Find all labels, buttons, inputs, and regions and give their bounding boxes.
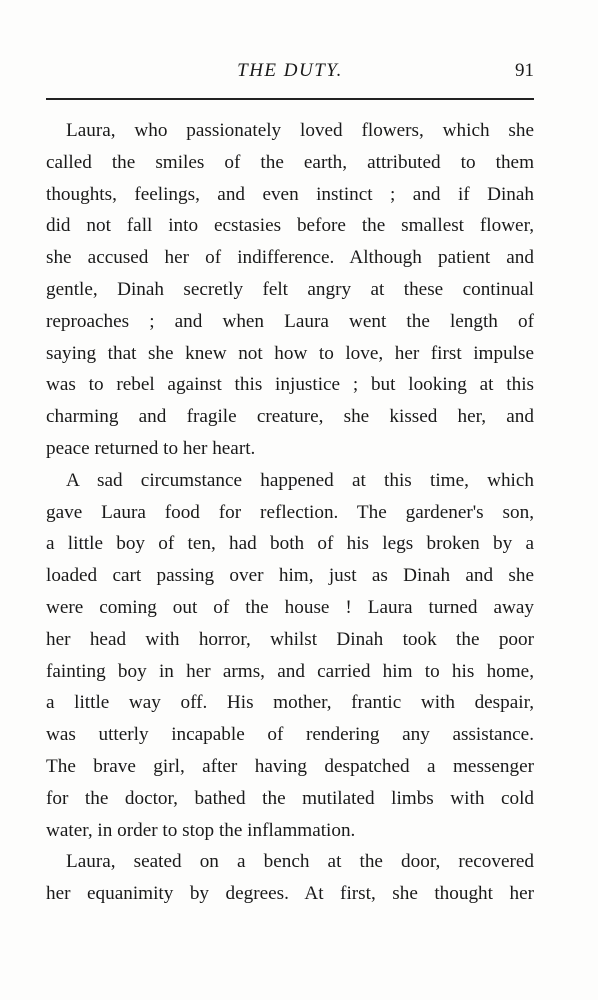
text-line: thoughts, feelings, and even instinct ; and if Dinah <box>46 183 534 205</box>
text-line: was utterly incapable of rendering any assistance. <box>46 724 534 746</box>
body-text <box>46 115 534 910</box>
text-line: a little boy of ten, had both of his legs broken by a <box>46 533 534 555</box>
text-line: her head with horror, whilst Dinah took the poor <box>46 628 534 650</box>
text-line: Laura, seated on a bench at the door, recovered <box>66 851 534 873</box>
text-line: Laura, who passionately loved flowers, which she <box>66 120 534 141</box>
page-header <box>46 60 534 92</box>
text-line: water, in order to stop the inflammation. <box>46 819 356 841</box>
text-line: saying that she knew not how to love, her first impulse <box>46 342 534 364</box>
text-line: charming and fragile creature, she kissed her, and <box>46 406 534 428</box>
text-line: The brave girl, after having despatched a messenger <box>46 755 534 777</box>
text-line: A sad circumstance happened at this time, which <box>66 469 534 491</box>
page-number: 91 <box>515 60 534 81</box>
header-rule <box>46 98 534 100</box>
text-line: did not fall into ecstasies before the smallest flower, <box>46 215 534 237</box>
text-line: fainting boy in her arms, and carried him to his home, <box>46 660 534 682</box>
text-line: was to rebel against this injustice ; but looking at this <box>46 374 534 396</box>
text-line: a little way off. His mother, frantic with despair, <box>46 692 534 714</box>
text-line: gentle, Dinah secretly felt angry at these continual <box>46 278 534 300</box>
text-line: gave Laura food for reflection. The gardener's son, <box>46 501 534 523</box>
text-line: for the doctor, bathed the mutilated limbs with cold <box>46 787 534 809</box>
text-line: she accused her of indifference. Although patient and <box>46 247 534 269</box>
text-line: reproaches ; and when Laura went the length of <box>46 310 534 332</box>
text-line: called the smiles of the earth, attributed to them <box>46 151 534 173</box>
text-line: her equanimity by degrees. At first, she thought her <box>46 883 534 905</box>
text-line: peace returned to her heart. <box>46 437 256 459</box>
text-line: loaded cart passing over him, just as Dinah and she <box>46 565 534 587</box>
running-head: THE DUTY. <box>237 60 343 81</box>
text-line: were coming out of the house ! Laura turned away <box>46 596 534 618</box>
